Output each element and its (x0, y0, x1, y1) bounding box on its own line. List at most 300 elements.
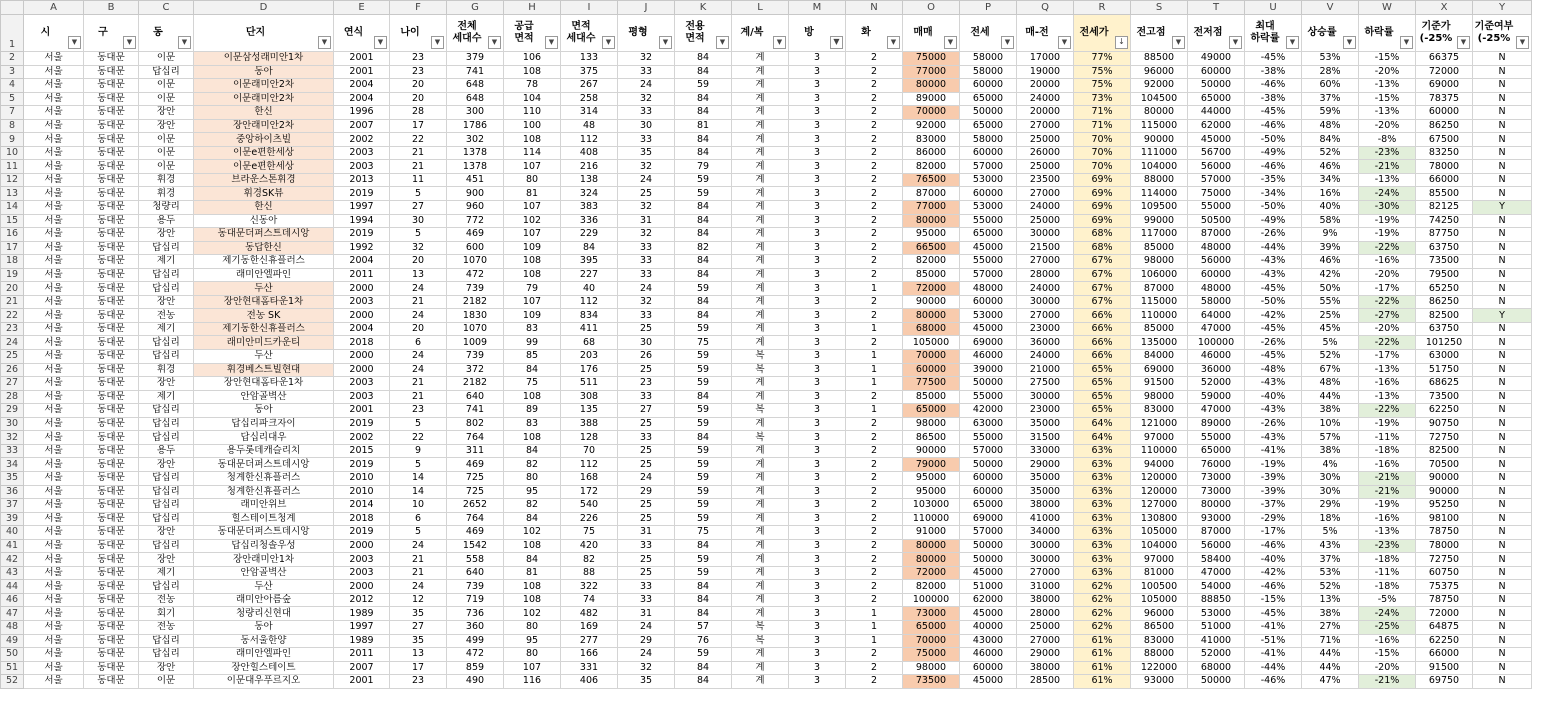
cell[interactable]: -8% (1359, 133, 1416, 147)
cell[interactable]: 휘경 (139, 187, 194, 201)
cell[interactable]: 두산 (194, 282, 334, 296)
cell[interactable]: 25 (618, 187, 675, 201)
cell[interactable]: 55000 (1188, 201, 1245, 215)
cell[interactable]: 59 (675, 173, 732, 187)
cell[interactable]: 2015 (334, 444, 390, 458)
cell[interactable]: 63000 (1416, 350, 1473, 364)
cell[interactable]: 82 (561, 553, 618, 567)
cell[interactable]: 3 (789, 309, 846, 323)
cell[interactable]: 3 (789, 526, 846, 540)
cell[interactable]: 52000 (1188, 648, 1245, 662)
cell[interactable]: 314 (561, 106, 618, 120)
cell[interactable]: 24000 (1017, 201, 1074, 215)
cell[interactable]: 57000 (960, 160, 1017, 174)
cell[interactable]: 2182 (447, 377, 504, 391)
cell[interactable]: 3 (789, 620, 846, 634)
cell[interactable]: 104 (504, 92, 561, 106)
cell[interactable]: 24 (618, 79, 675, 93)
cell[interactable]: 66500 (903, 241, 960, 255)
column-letter[interactable]: F (390, 1, 447, 15)
cell[interactable]: 53000 (1188, 607, 1245, 621)
row-number[interactable]: 35 (1, 471, 24, 485)
cell[interactable]: 2 (846, 241, 903, 255)
cell[interactable]: 2 (846, 336, 903, 350)
cell[interactable]: 안암골벽산 (194, 566, 334, 580)
cell[interactable]: -45% (1245, 607, 1302, 621)
cell[interactable]: 동대문 (84, 79, 139, 93)
cell[interactable]: 계 (732, 241, 789, 255)
cell[interactable]: 49000 (1188, 52, 1245, 66)
cell[interactable]: Y (1473, 201, 1532, 215)
cell[interactable]: 84 (675, 201, 732, 215)
cell[interactable]: 47000 (1188, 566, 1245, 580)
cell[interactable]: -22% (1359, 336, 1416, 350)
row-number[interactable]: 22 (1, 309, 24, 323)
cell[interactable]: 104000 (1131, 539, 1188, 553)
cell[interactable]: 3 (789, 431, 846, 445)
cell[interactable]: 45000 (960, 241, 1017, 255)
cell[interactable]: 이문래미안2차 (194, 79, 334, 93)
cell[interactable]: 40% (1302, 201, 1359, 215)
cell[interactable]: 89 (504, 404, 561, 418)
cell[interactable]: 서울 (24, 133, 84, 147)
cell[interactable]: 45000 (960, 322, 1017, 336)
cell[interactable]: 172 (561, 485, 618, 499)
cell[interactable]: 청량리 (139, 201, 194, 215)
cell[interactable]: 3 (789, 282, 846, 296)
cell[interactable]: 30 (618, 119, 675, 133)
cell[interactable]: 전농 (139, 593, 194, 607)
cell[interactable]: 58% (1302, 214, 1359, 228)
cell[interactable]: N (1473, 350, 1532, 364)
cell[interactable]: 59 (675, 322, 732, 336)
cell[interactable]: 84% (1302, 133, 1359, 147)
cell[interactable]: 108 (504, 390, 561, 404)
cell[interactable]: 1989 (334, 607, 390, 621)
cell[interactable]: 88000 (1131, 173, 1188, 187)
cell[interactable]: 전농 (139, 309, 194, 323)
cell[interactable]: 74250 (1416, 214, 1473, 228)
cell[interactable]: 3 (789, 201, 846, 215)
row-number[interactable]: 29 (1, 404, 24, 418)
cell[interactable]: 87000 (1131, 282, 1188, 296)
cell[interactable]: 서울 (24, 255, 84, 269)
cell[interactable]: 29% (1302, 499, 1359, 513)
column-letter[interactable]: L (732, 1, 789, 15)
cell[interactable]: 66% (1074, 350, 1131, 364)
cell[interactable]: N (1473, 404, 1532, 418)
cell[interactable]: -15% (1359, 52, 1416, 66)
cell[interactable]: 60000 (1188, 65, 1245, 79)
cell[interactable]: 59 (675, 648, 732, 662)
cell[interactable]: 90000 (1416, 485, 1473, 499)
cell[interactable]: 48000 (1188, 241, 1245, 255)
cell[interactable]: 90000 (903, 444, 960, 458)
cell[interactable]: 38% (1302, 404, 1359, 418)
cell[interactable]: 1992 (334, 241, 390, 255)
cell[interactable]: 동대문 (84, 160, 139, 174)
cell[interactable]: 서울 (24, 485, 84, 499)
cell[interactable]: 47000 (1188, 322, 1245, 336)
cell[interactable]: 73500 (903, 675, 960, 689)
cell[interactable]: 동대문 (84, 417, 139, 431)
cell[interactable]: -40% (1245, 390, 1302, 404)
cell[interactable]: 372 (447, 363, 504, 377)
cell[interactable]: 27% (1302, 620, 1359, 634)
cell[interactable]: 2 (846, 526, 903, 540)
cell[interactable]: 20 (390, 92, 447, 106)
cell[interactable]: 13 (390, 648, 447, 662)
cell[interactable]: 29 (618, 634, 675, 648)
cell[interactable]: N (1473, 363, 1532, 377)
cell[interactable]: 78375 (1416, 92, 1473, 106)
cell[interactable]: 80000 (903, 309, 960, 323)
cell[interactable]: 72750 (1416, 431, 1473, 445)
cell[interactable]: 72000 (903, 282, 960, 296)
cell[interactable]: 84 (675, 268, 732, 282)
dropdown-arrow-icon[interactable]: ▼ (1058, 36, 1071, 49)
cell[interactable]: 72000 (903, 566, 960, 580)
cell[interactable]: 104500 (1131, 92, 1188, 106)
cell[interactable]: 102 (504, 214, 561, 228)
cell[interactable]: 1996 (334, 106, 390, 120)
cell[interactable]: 서울 (24, 566, 84, 580)
cell[interactable]: 3 (789, 566, 846, 580)
cell[interactable]: 82500 (1416, 444, 1473, 458)
cell[interactable]: 45% (1302, 322, 1359, 336)
cell[interactable]: 27 (390, 620, 447, 634)
cell[interactable]: 청계한신휴플러스 (194, 485, 334, 499)
cell[interactable]: 2000 (334, 363, 390, 377)
cell[interactable]: N (1473, 187, 1532, 201)
cell[interactable]: 2003 (334, 553, 390, 567)
cell[interactable]: 1009 (447, 336, 504, 350)
cell[interactable]: N (1473, 607, 1532, 621)
cell[interactable]: 30000 (1017, 228, 1074, 242)
cell[interactable]: 73500 (1416, 255, 1473, 269)
cell[interactable]: 84 (675, 214, 732, 228)
cell[interactable]: 107 (504, 295, 561, 309)
cell[interactable]: 2 (846, 65, 903, 79)
cell[interactable]: 499 (447, 634, 504, 648)
dropdown-arrow-icon[interactable]: ▼ (1400, 36, 1413, 49)
cell[interactable]: 69750 (1416, 675, 1473, 689)
cell[interactable]: 계 (732, 390, 789, 404)
cell[interactable]: 68000 (903, 322, 960, 336)
row-number[interactable]: 43 (1, 566, 24, 580)
cell[interactable]: 2011 (334, 268, 390, 282)
cell[interactable]: 계 (732, 146, 789, 160)
cell[interactable]: 서울 (24, 146, 84, 160)
cell[interactable]: 2182 (447, 295, 504, 309)
row-number[interactable]: 10 (1, 146, 24, 160)
cell[interactable]: 계 (732, 444, 789, 458)
cell[interactable]: 24 (618, 471, 675, 485)
cell[interactable]: 동아 (194, 404, 334, 418)
cell[interactable]: 계 (732, 201, 789, 215)
cell[interactable]: 322 (561, 580, 618, 594)
cell[interactable]: 69000 (960, 512, 1017, 526)
cell[interactable]: 계 (732, 512, 789, 526)
cell[interactable]: 동아 (194, 65, 334, 79)
cell[interactable]: 27500 (1017, 377, 1074, 391)
cell[interactable]: 100000 (1188, 336, 1245, 350)
cell[interactable]: 한신 (194, 106, 334, 120)
cell[interactable]: 2010 (334, 471, 390, 485)
cell[interactable]: 용두 (139, 214, 194, 228)
cell[interactable]: 동대문 (84, 282, 139, 296)
cell[interactable]: 3 (789, 173, 846, 187)
cell[interactable]: 55000 (960, 431, 1017, 445)
cell[interactable]: 이문래미안2차 (194, 92, 334, 106)
dropdown-arrow-icon[interactable]: ▼ (1172, 36, 1185, 49)
cell[interactable]: N (1473, 268, 1532, 282)
cell[interactable]: 540 (561, 499, 618, 513)
cell[interactable]: 75 (675, 336, 732, 350)
cell[interactable]: 2 (846, 499, 903, 513)
cell[interactable]: 3 (789, 553, 846, 567)
cell[interactable]: 65000 (960, 119, 1017, 133)
cell[interactable]: 58000 (960, 52, 1017, 66)
cell[interactable]: -39% (1245, 471, 1302, 485)
cell[interactable]: 70000 (903, 634, 960, 648)
cell[interactable]: 서울 (24, 593, 84, 607)
cell[interactable]: 3 (789, 458, 846, 472)
cell[interactable]: 10% (1302, 417, 1359, 431)
cell[interactable]: 휘경SK뷰 (194, 187, 334, 201)
cell[interactable]: -15% (1359, 92, 1416, 106)
cell[interactable]: 95250 (1416, 499, 1473, 513)
column-letter[interactable]: V (1302, 1, 1359, 15)
cell[interactable]: 복 (732, 350, 789, 364)
cell[interactable]: 76500 (903, 173, 960, 187)
cell[interactable]: -16% (1359, 634, 1416, 648)
cell[interactable]: 동대문 (84, 404, 139, 418)
row-number[interactable]: 52 (1, 675, 24, 689)
cell[interactable]: 5% (1302, 526, 1359, 540)
row-number[interactable]: 30 (1, 417, 24, 431)
cell[interactable]: 99000 (1131, 214, 1188, 228)
cell[interactable]: 장안현대홈타운1차 (194, 377, 334, 391)
cell[interactable]: -21% (1359, 675, 1416, 689)
cell[interactable]: 66% (1074, 309, 1131, 323)
cell[interactable]: -38% (1245, 65, 1302, 79)
cell[interactable]: 24000 (1017, 350, 1074, 364)
cell[interactable]: 동대문 (84, 634, 139, 648)
cell[interactable]: 계 (732, 214, 789, 228)
cell[interactable]: 900 (447, 187, 504, 201)
cell[interactable]: 3 (789, 241, 846, 255)
cell[interactable]: 20 (390, 322, 447, 336)
cell[interactable]: 83250 (1416, 146, 1473, 160)
cell[interactable]: 3 (789, 268, 846, 282)
cell[interactable]: 서울 (24, 106, 84, 120)
cell[interactable]: 59 (675, 187, 732, 201)
cell[interactable]: 23 (390, 65, 447, 79)
cell[interactable]: 82 (675, 241, 732, 255)
cell[interactable]: 45000 (1188, 133, 1245, 147)
cell[interactable]: 서울 (24, 458, 84, 472)
cell[interactable]: -13% (1359, 79, 1416, 93)
row-number[interactable]: 51 (1, 661, 24, 675)
cell[interactable]: 서울 (24, 607, 84, 621)
cell[interactable]: 50000 (960, 539, 1017, 553)
cell[interactable]: 23 (618, 377, 675, 391)
cell[interactable]: -25% (1359, 620, 1416, 634)
cell[interactable]: 계 (732, 228, 789, 242)
cell[interactable]: 13% (1302, 593, 1359, 607)
cell[interactable]: 계 (732, 485, 789, 499)
cell[interactable]: N (1473, 377, 1532, 391)
cell[interactable]: 2 (846, 593, 903, 607)
cell[interactable]: 33 (618, 431, 675, 445)
cell[interactable]: 84 (675, 661, 732, 675)
cell[interactable]: 94000 (1131, 458, 1188, 472)
row-number[interactable]: 3 (1, 65, 24, 79)
cell[interactable]: 84 (675, 431, 732, 445)
cell[interactable]: 32 (618, 160, 675, 174)
cell[interactable]: 81 (675, 119, 732, 133)
cell[interactable]: 60000 (903, 363, 960, 377)
cell[interactable]: 648 (447, 92, 504, 106)
cell[interactable]: N (1473, 661, 1532, 675)
cell[interactable]: 62% (1074, 593, 1131, 607)
cell[interactable]: 47% (1302, 675, 1359, 689)
column-letter[interactable]: T (1188, 1, 1245, 15)
cell[interactable]: -22% (1359, 241, 1416, 255)
cell[interactable]: 84 (504, 363, 561, 377)
cell[interactable]: 장안힐스테이트 (194, 661, 334, 675)
cell[interactable]: 동대문 (84, 377, 139, 391)
cell[interactable]: 계 (732, 92, 789, 106)
cell[interactable]: 65000 (960, 228, 1017, 242)
cell[interactable]: 29 (618, 485, 675, 499)
cell[interactable]: N (1473, 336, 1532, 350)
cell[interactable]: 57 (675, 620, 732, 634)
cell[interactable]: 장안래미안2차 (194, 119, 334, 133)
cell[interactable]: 86500 (1131, 620, 1188, 634)
cell[interactable]: 2001 (334, 65, 390, 79)
cell[interactable]: 87750 (1416, 228, 1473, 242)
column-letter[interactable]: E (334, 1, 390, 15)
cell[interactable]: 동대문 (84, 553, 139, 567)
cell[interactable]: 75 (504, 377, 561, 391)
cell[interactable]: 장안 (139, 553, 194, 567)
cell[interactable]: 2000 (334, 309, 390, 323)
cell[interactable]: 80000 (903, 553, 960, 567)
cell[interactable]: 21 (390, 377, 447, 391)
cell[interactable]: 88850 (1188, 593, 1245, 607)
cell[interactable]: 86250 (1416, 119, 1473, 133)
cell[interactable]: 78750 (1416, 593, 1473, 607)
cell[interactable]: 95 (504, 485, 561, 499)
cell[interactable]: 2018 (334, 512, 390, 526)
cell[interactable]: 226 (561, 512, 618, 526)
cell[interactable]: 2 (846, 92, 903, 106)
cell[interactable]: 69000 (1416, 79, 1473, 93)
cell[interactable]: 24 (618, 282, 675, 296)
cell[interactable]: -50% (1245, 295, 1302, 309)
cell[interactable]: 2013 (334, 173, 390, 187)
cell[interactable]: 117000 (1131, 228, 1188, 242)
cell[interactable]: 56000 (1188, 539, 1245, 553)
cell[interactable]: 복 (732, 620, 789, 634)
cell[interactable]: 3 (789, 255, 846, 269)
cell[interactable]: 68% (1074, 228, 1131, 242)
cell[interactable]: 34000 (1017, 526, 1074, 540)
cell[interactable]: 82 (504, 499, 561, 513)
cell[interactable]: 32 (618, 661, 675, 675)
cell[interactable]: 108 (504, 593, 561, 607)
cell[interactable]: 답십리 (139, 512, 194, 526)
cell[interactable]: 80000 (1188, 499, 1245, 513)
cell[interactable]: N (1473, 499, 1532, 513)
dropdown-arrow-icon[interactable]: ▼ (431, 36, 444, 49)
cell[interactable]: 112 (561, 133, 618, 147)
cell[interactable]: 62000 (1188, 119, 1245, 133)
cell[interactable]: 68625 (1416, 377, 1473, 391)
cell[interactable]: 서울 (24, 52, 84, 66)
cell[interactable]: 5% (1302, 336, 1359, 350)
cell[interactable]: 9% (1302, 228, 1359, 242)
cell[interactable]: 102 (504, 607, 561, 621)
cell[interactable]: 74 (561, 593, 618, 607)
cell[interactable]: 2014 (334, 499, 390, 513)
cell[interactable]: 216 (561, 160, 618, 174)
cell[interactable]: 31000 (1017, 580, 1074, 594)
cell[interactable]: 73500 (1416, 390, 1473, 404)
cell[interactable]: 장안현대홈타운1차 (194, 295, 334, 309)
cell[interactable]: 28 (390, 106, 447, 120)
cell[interactable]: 96000 (1131, 607, 1188, 621)
cell[interactable]: -42% (1245, 566, 1302, 580)
cell[interactable]: 서울 (24, 404, 84, 418)
cell[interactable]: Y (1473, 309, 1532, 323)
cell[interactable]: 브라운스톤휘경 (194, 173, 334, 187)
cell[interactable]: 21 (390, 160, 447, 174)
cell[interactable]: 서울 (24, 201, 84, 215)
cell[interactable]: 48000 (960, 282, 1017, 296)
cell[interactable]: 계 (732, 607, 789, 621)
cell[interactable]: 5 (390, 228, 447, 242)
cell[interactable]: 5 (390, 417, 447, 431)
cell[interactable]: 계 (732, 309, 789, 323)
cell[interactable]: 53000 (960, 201, 1017, 215)
cell[interactable]: 계 (732, 526, 789, 540)
cell[interactable]: 계 (732, 593, 789, 607)
cell[interactable]: 54000 (1188, 580, 1245, 594)
cell[interactable]: 2 (846, 580, 903, 594)
cell[interactable]: 95000 (903, 471, 960, 485)
cell[interactable]: 두산 (194, 580, 334, 594)
row-number[interactable]: 41 (1, 539, 24, 553)
cell[interactable]: 97000 (1131, 431, 1188, 445)
cell[interactable]: 청계한신휴플러스 (194, 471, 334, 485)
cell[interactable]: 70% (1074, 160, 1131, 174)
cell[interactable]: 84 (675, 65, 732, 79)
row-number[interactable]: 9 (1, 133, 24, 147)
cell[interactable]: 서울 (24, 539, 84, 553)
cell[interactable]: 72000 (1416, 65, 1473, 79)
cell[interactable]: 42% (1302, 268, 1359, 282)
cell[interactable]: 69% (1074, 214, 1131, 228)
cell[interactable]: 75000 (903, 648, 960, 662)
cell[interactable]: 80 (504, 173, 561, 187)
cell[interactable]: N (1473, 648, 1532, 662)
cell[interactable]: 80 (504, 471, 561, 485)
cell[interactable]: 2 (846, 675, 903, 689)
cell[interactable]: 114 (504, 146, 561, 160)
